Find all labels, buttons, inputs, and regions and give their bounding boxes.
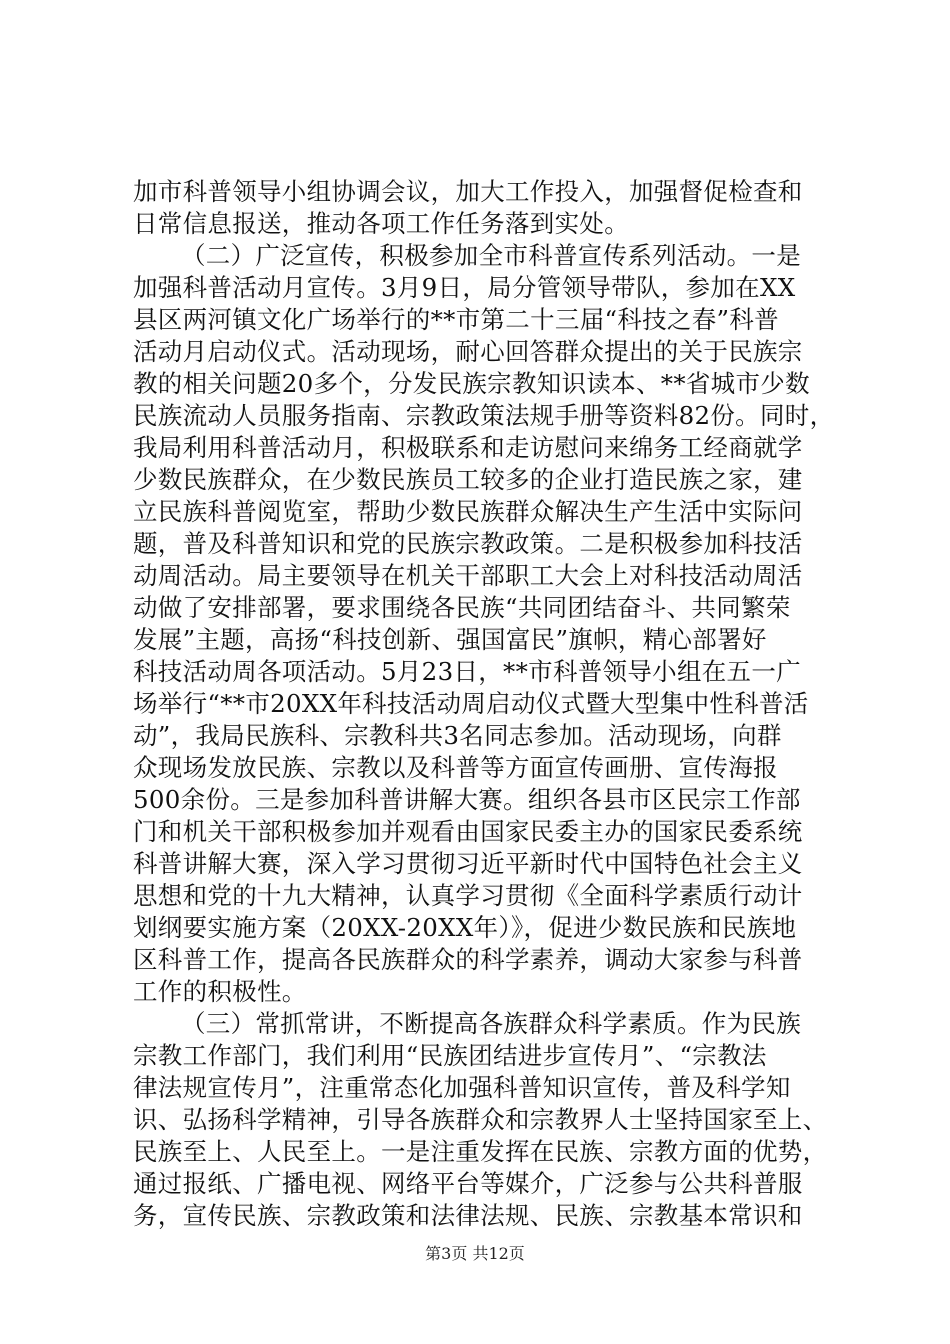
text-line: 少数民族群众，在少数民族员工较多的企业打造民族之家，建 [133, 465, 803, 494]
text-line: 门和机关干部积极参加并观看由国家民委主办的国家民委系统 [133, 817, 803, 846]
text-line: 县区两河镇文化广场举行的**市第二十三届“科技之春”科普 [133, 305, 779, 334]
text-line: 通过报纸、广播电视、网络平台等媒介，广泛参与公共科普服 [133, 1169, 803, 1198]
text-line: 务，宣传民族、宗教政策和法律法规、民族、宗教基本常识和 [133, 1201, 803, 1230]
text-line: 活动月启动仪式。活动现场，耐心回答群众提出的关于民族宗 [133, 337, 803, 366]
text-line: 动”，我局民族科、宗教科共3名同志参加。活动现场，向群 [133, 721, 782, 750]
text-line: 日常信息报送，推动各项工作任务落到实处。 [133, 209, 629, 238]
text-line: 科技活动周各项活动。5月23日，**市科普领导小组在五一广 [133, 657, 801, 686]
paragraph-heading-line: （二）广泛宣传，积极参加全市科普宣传系列活动。一是 [181, 241, 801, 270]
text-line: 思想和党的十九大精神，认真学习贯彻《全面科学素质行动计 [133, 881, 803, 910]
text-line: 加强科普活动月宣传。3月9日，局分管领导带队，参加在XX [133, 273, 796, 302]
text-line: 立民族科普阅览室，帮助少数民族群众解决生产生活中实际问 [133, 497, 803, 526]
text-line: 题，普及科普知识和党的民族宗教政策。二是积极参加科技活 [133, 529, 803, 558]
text-line: 律法规宣传月”，注重常态化加强科普知识宣传，普及科学知 [133, 1073, 791, 1102]
text-line: 科普讲解大赛，深入学习贯彻习近平新时代中国特色社会主义 [133, 849, 803, 878]
paragraph-heading-line: （三）常抓常讲，不断提高各族群众科学素质。作为民族 [181, 1009, 801, 1038]
text-line: 识、弘扬科学精神，引导各族群众和宗教界人士坚持国家至上、 [133, 1105, 828, 1134]
text-line: 宗教工作部门，我们利用“民族团结进步宣传月”、“宗教法 [133, 1041, 767, 1070]
text-line: 动做了安排部署，要求围绕各民族“共同团结奋斗、共同繁荣 [133, 593, 791, 622]
text-line: 我局利用科普活动月，积极联系和走访慰问来绵务工经商就学 [133, 433, 803, 462]
text-line: 区科普工作，提高各民族群众的科学素养，调动大家参与科普 [133, 945, 803, 974]
text-line: 民族流动人员服务指南、宗教政策法规手册等资料82份。同时， [133, 401, 835, 430]
page-number-footer: 第3页 共12页 [425, 1244, 525, 1263]
text-line: 民族至上、人民至上。一是注重发挥在民族、宗教方面的优势， [133, 1137, 828, 1166]
text-line: 场举行“**市20XX年科技活动周启动仪式暨大型集中性科普活 [133, 689, 809, 718]
text-line: 发展”主题，高扬“科技创新、强国富民”旗帜，精心部署好 [133, 625, 767, 654]
text-line: 众现场发放民族、宗教以及科普等方面宣传画册、宣传海报 [133, 753, 778, 782]
text-line: 加市科普领导小组协调会议，加大工作投入，加强督促检查和 [133, 177, 803, 206]
text-line: 工作的积极性。 [133, 977, 307, 1006]
text-line: 划纲要实施方案（20XX-20XX年）》，促进少数民族和民族地 [133, 913, 797, 942]
text-line: 教的相关问题20多个，分发民族宗教知识读本、**省城市少数 [133, 369, 810, 398]
text-line: 500余份。三是参加科普讲解大赛。组织各县市区民宗工作部 [133, 785, 801, 814]
text-line: 动周活动。局主要领导在机关干部职工大会上对科技活动周活 [133, 561, 803, 590]
